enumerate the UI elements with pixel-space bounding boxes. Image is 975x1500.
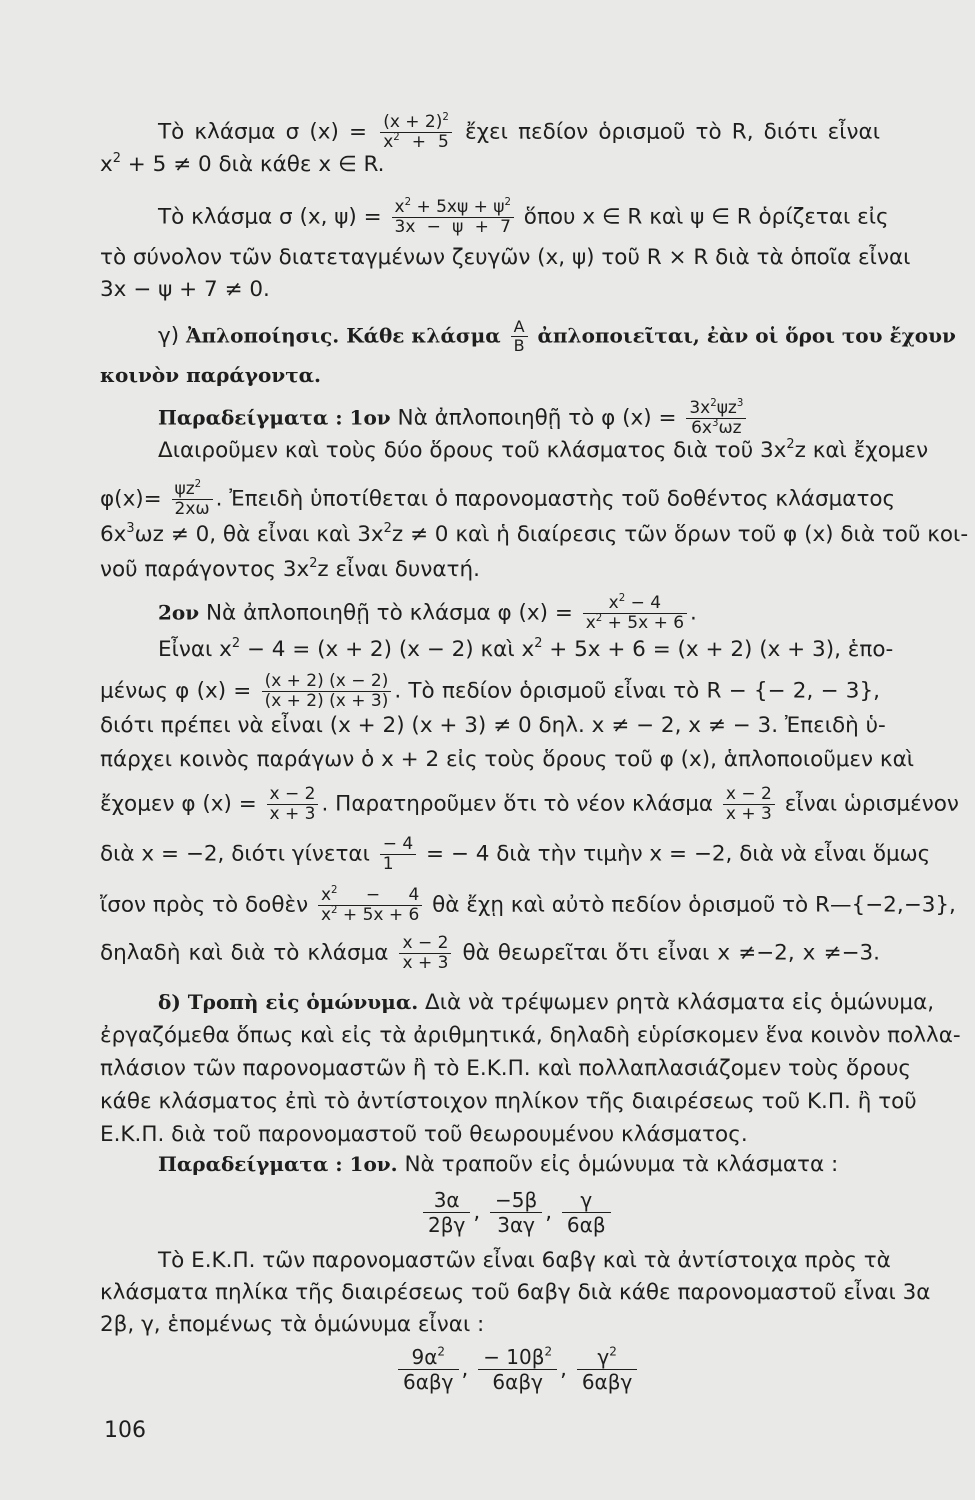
exponent: 2: [618, 592, 626, 604]
exponent: 2: [404, 196, 412, 208]
text-line: 3x − ψ + 7 ≠ 0.: [100, 277, 270, 302]
fraction: [267, 785, 319, 824]
text-line: Τὸ κλάσμα σ (x) = $\frac{(x + 2)^2}{x^2 + 5}$ ἔχει πεδίον ὁρισμοῦ τὸ R, διότι εἶναι: [158, 111, 880, 152]
fraction-numerator: x − 2: [399, 934, 451, 954]
fraction: [577, 1345, 638, 1394]
text-line: [100, 362, 880, 389]
fraction: [723, 785, 775, 824]
fraction: [380, 113, 452, 152]
fractions-row: $\frac{3\alpha}{2\beta\gamma}$ , $\frac{-5\beta}{3\alpha\gamma}$ , $\frac{\gamma}{6\alpha\beta}$: [420, 1188, 620, 1237]
fraction: [318, 886, 422, 925]
text-line: τὸ σύνολον τῶν διατεταγμένων ζευγῶν (x, ψ) τοῦ R × R διὰ τὰ ὁποῖα εἶναι: [100, 245, 911, 270]
fraction-denominator: 6αβγ: [492, 1370, 543, 1394]
fraction: [423, 1188, 470, 1237]
fraction: [398, 1345, 459, 1394]
fraction-numerator: (x + 2) (x − 2): [262, 672, 392, 692]
section-heading-line: δ) Τροπὴ εἰς ὁμώνυμα. Διὰ νὰ τρέψωμεν ρητὰ κλάσματα εἰς ὁμώνυμα,: [158, 990, 935, 1015]
fraction: [562, 1188, 611, 1237]
bold-text: κοινὸν παράγοντα.: [100, 363, 322, 387]
fraction-denominator: $x^2 + 5$: [383, 131, 449, 152]
text-line: $6x^3\omega z \ne 0$, θὰ εἶναι καὶ $3x^2z \ne 0$ καὶ ἡ διαίρεσις τῶν ὅρων τοῦ φ (x) διὰ τοῦ κοι-: [100, 520, 969, 547]
exponent: 3: [126, 520, 135, 536]
text-line: πλάσιον τῶν παρονομαστῶν ἢ τὸ Ε.Κ.Π. καὶ πολλαπλασιάζομεν τοὺς ὅρους: [100, 1056, 912, 1081]
text-line: Τὸ Ε.Κ.Π. τῶν παρονομαστῶν εἶναι 6αβγ καὶ τὰ ἀντίστοιχα πρὸς τὰ: [158, 1248, 891, 1273]
text-line: νοῦ παράγοντος $3x^2z$ εἶναι δυνατή.: [100, 555, 480, 582]
exponent: 2: [534, 635, 543, 651]
fraction-denominator: 3αγ: [497, 1213, 535, 1237]
fraction-numerator: $(x + 2)^2$: [380, 113, 452, 133]
exponent: 2: [710, 397, 717, 409]
text-line: κάθε κλάσματος ἐπὶ τὸ ἀντίστοιχον πηλίκον τῆς διαιρέσεως τοῦ Κ.Π. ἢ τοῦ: [100, 1089, 917, 1114]
text-line: διὰ x = −2, διότι γίνεται $\frac{- 4}{1}$ = − 4 διὰ τὴν τιμὴν x = −2, διὰ νὰ εἶναι ὅμως: [100, 834, 931, 874]
fraction: [583, 594, 687, 633]
fraction-denominator: 1: [382, 854, 394, 874]
text-line: φ(x)= $\frac{\psi z^2}{2x\omega}$ . Ἐπειδὴ ὑποτίθεται ὁ παρονομαστὴς τοῦ δοθέντος κλάσματος: [100, 478, 896, 519]
exponent: 2: [331, 884, 338, 896]
fraction-numerator: − 4: [380, 835, 416, 855]
section-heading-line: γ) Ἀπλοποίησις. Κάθε κλάσμα $\frac{A}{B}$ ἀπλοποιεῖται, ἐὰν οἱ ὅροι του ἔχουν: [158, 317, 956, 355]
fraction-denominator: 2βγ: [428, 1213, 466, 1237]
text-line: Εἶναι $x^2 - 4 = (x + 2) (x - 2)$ καὶ $x^2 + 5x + 6 = (x + 2) (x + 3)$, ἑπο-: [158, 635, 894, 662]
fraction: [686, 399, 746, 438]
fraction: [511, 318, 528, 355]
fraction-numerator: γ: [562, 1188, 611, 1213]
text-line: πάρχει κοινὸς παράγων ὁ x + 2 εἰς τοὺς ὅρους τοῦ φ (x), ἁπλοποιοῦμεν καὶ: [100, 747, 915, 772]
fraction-denominator: x + 3: [269, 804, 316, 824]
fraction: [380, 835, 416, 874]
fraction-denominator: (x + 2) (x + 3): [264, 691, 389, 711]
exponent: 2: [231, 635, 241, 651]
fraction-denominator: 3x − ψ + 7: [394, 217, 511, 237]
fraction-numerator: $9\alpha^2$: [398, 1345, 459, 1370]
exponent: 2: [437, 1344, 446, 1359]
fraction: [262, 672, 392, 711]
page-number: 106: [104, 1418, 146, 1443]
fraction-numerator: $x^2 - 4$: [318, 886, 422, 906]
exponent: 3: [736, 397, 744, 409]
exponent: 2: [194, 478, 202, 490]
fraction: [490, 1188, 542, 1237]
bold-text: δ) Τροπὴ εἰς ὁμώνυμα.: [158, 990, 419, 1014]
exponent: 2: [112, 150, 121, 166]
text-line: $x^2 + 5 \ne 0$ διὰ κάθε x ∈ R.: [100, 150, 385, 177]
exponent: 2: [609, 1344, 617, 1359]
bold-text: Παραδείγματα : 1ον: [158, 405, 391, 430]
fraction-denominator: B: [513, 336, 525, 355]
text-line: κλάσματα πηλίκα τῆς διαιρέσεως τοῦ 6αβγ διὰ κάθε παρονομαστοῦ εἶναι 3α: [100, 1280, 931, 1305]
text-line: διότι πρέπει νὰ εἶναι (x + 2) (x + 3) ≠ 0 δηλ. x ≠ − 2, x ≠ − 3. Ἐπειδὴ ὑ-: [100, 713, 886, 738]
fraction-numerator: − $10\beta^2$: [478, 1345, 557, 1370]
text-line: Ε.Κ.Π. διὰ τοῦ παρονομαστοῦ τοῦ θεωρουμένου κλάσματος.: [100, 1122, 748, 1147]
exponent: 2: [383, 520, 392, 536]
exponent: 2: [393, 131, 400, 143]
fraction-numerator: −5β: [490, 1188, 542, 1213]
fraction-numerator: $3x^2\psi z^3$: [686, 399, 746, 419]
fraction-numerator: x − 2: [267, 785, 319, 805]
fraction-denominator: $6x^3\omega z$: [691, 417, 742, 438]
example-line: Παραδείγματα : 1ον Νὰ ἀπλοποιηθῇ τὸ φ (x) = $\frac{3x^2\psi z^3}{6x^3\omega z}$: [158, 399, 880, 438]
fraction: [399, 934, 451, 973]
text-line: δηλαδὴ καὶ διὰ τὸ κλάσμα $\frac{x - 2}{x + 3}$ θὰ θεωρεῖται ὅτι εἶναι x ≠−2, x ≠−3.: [100, 933, 880, 973]
bold-text: Παραδείγματα : 1ον.: [158, 1152, 398, 1176]
fractions-row: $\frac{9\alpha^2}{\text{6αβγ}}$ , $\frac{- 10\beta^2}{\text{6αβγ}}$ , $\frac{\gamma^2}{\text{6αβγ}}$: [395, 1345, 645, 1394]
text-line: 2β, γ, ἑπομένως τὰ ὁμώνυμα εἶναι :: [100, 1312, 485, 1337]
text-line: ἔχομεν φ (x) = $\frac{x - 2}{x + 3}$ . Παρατηροῦμεν ὅτι τὸ νέον κλάσμα $\frac{x - 2}{x + 3}$ εἶναι ὡρισμένον: [100, 784, 959, 824]
bold-text: 2ον: [158, 600, 200, 625]
example-line: Παραδείγματα : 1ον. Νὰ τραποῦν εἰς ὁμώνυμα τὰ κλάσματα :: [158, 1152, 839, 1177]
exponent: 3: [711, 417, 719, 429]
fraction-numerator: A: [511, 318, 528, 337]
fraction-denominator: $x^2 + 5x + 6$: [320, 904, 420, 925]
fraction-denominator: 6αβγ: [581, 1370, 633, 1394]
fraction-denominator: x + 3: [402, 953, 449, 973]
fraction: [392, 198, 514, 237]
exponent: 2: [504, 196, 511, 208]
fraction-numerator: $\gamma^2$: [577, 1345, 638, 1370]
exponent: 2: [442, 111, 449, 123]
fraction-numerator: $\psi z^2$: [172, 480, 213, 500]
fraction-numerator: $x^2 - 4$: [583, 594, 687, 614]
exponent: 2: [331, 904, 338, 916]
text-line: Τὸ κλάσμα σ (x, ψ) = $\frac{x^2 + 5x\psi + \psi^2}{3x - \psi + 7}$ ὅπου x ∈ R καὶ ψ ∈ R ὁρίζεται εἰς: [158, 196, 889, 237]
fraction-numerator: 3α: [423, 1188, 470, 1213]
text-line: ἴσον πρὸς τὸ δοθὲν $\frac{x^2 - 4}{x^2 + 5x + 6}$ θὰ ἔχῃ καὶ αὐτὸ πεδίον ὁρισμοῦ τὸ R—{−2,−3},: [100, 884, 956, 925]
fraction-denominator: $x^2 + 5x + 6$: [585, 612, 685, 633]
bold-text: ἀπλοποιεῖται, ἐὰν οἱ ὅροι του ἔχουν: [530, 323, 956, 348]
exponent: 2: [544, 1344, 553, 1359]
exponent: 2: [786, 436, 795, 452]
text-line: μένως φ (x) = $\frac{(x + 2) (x - 2)}{(x + 2) (x + 3)}$ . Τὸ πεδίον ὁρισμοῦ εἶναι τὸ R − {− 2, − 3},: [100, 671, 880, 711]
fraction-denominator: 2xω: [174, 499, 210, 519]
fraction: [478, 1345, 557, 1394]
fraction: [172, 480, 213, 519]
fraction-numerator: x − 2: [723, 785, 775, 805]
fraction-denominator: 6αβ: [566, 1213, 606, 1237]
fraction-numerator: $x^2 + 5x\psi + \psi^2$: [392, 198, 514, 218]
exponent: 2: [309, 555, 318, 571]
fraction-denominator: x + 3: [725, 804, 772, 824]
fraction-denominator: 6αβγ: [403, 1370, 454, 1394]
example-line: 2ον Νὰ ἀπλοποιηθῇ τὸ κλάσμα φ (x) = $\frac{x^2 - 4}{x^2 + 5x + 6}$ .: [158, 592, 697, 633]
text-line: Διαιροῦμεν καὶ τοὺς δύο ὅρους τοῦ κλάσματος διὰ τοῦ $3x^2z$ καὶ ἔχομεν: [158, 436, 929, 463]
exponent: 2: [595, 612, 603, 624]
bold-text: Ἀπλοποίησις. Κάθε κλάσμα: [185, 323, 508, 348]
text-line: ἐργαζόμεθα ὅπως καὶ εἰς τὰ ἀριθμητικά, δηλαδὴ εὑρίσκομεν ἕνα κοινὸν πολλα-: [100, 1023, 961, 1048]
